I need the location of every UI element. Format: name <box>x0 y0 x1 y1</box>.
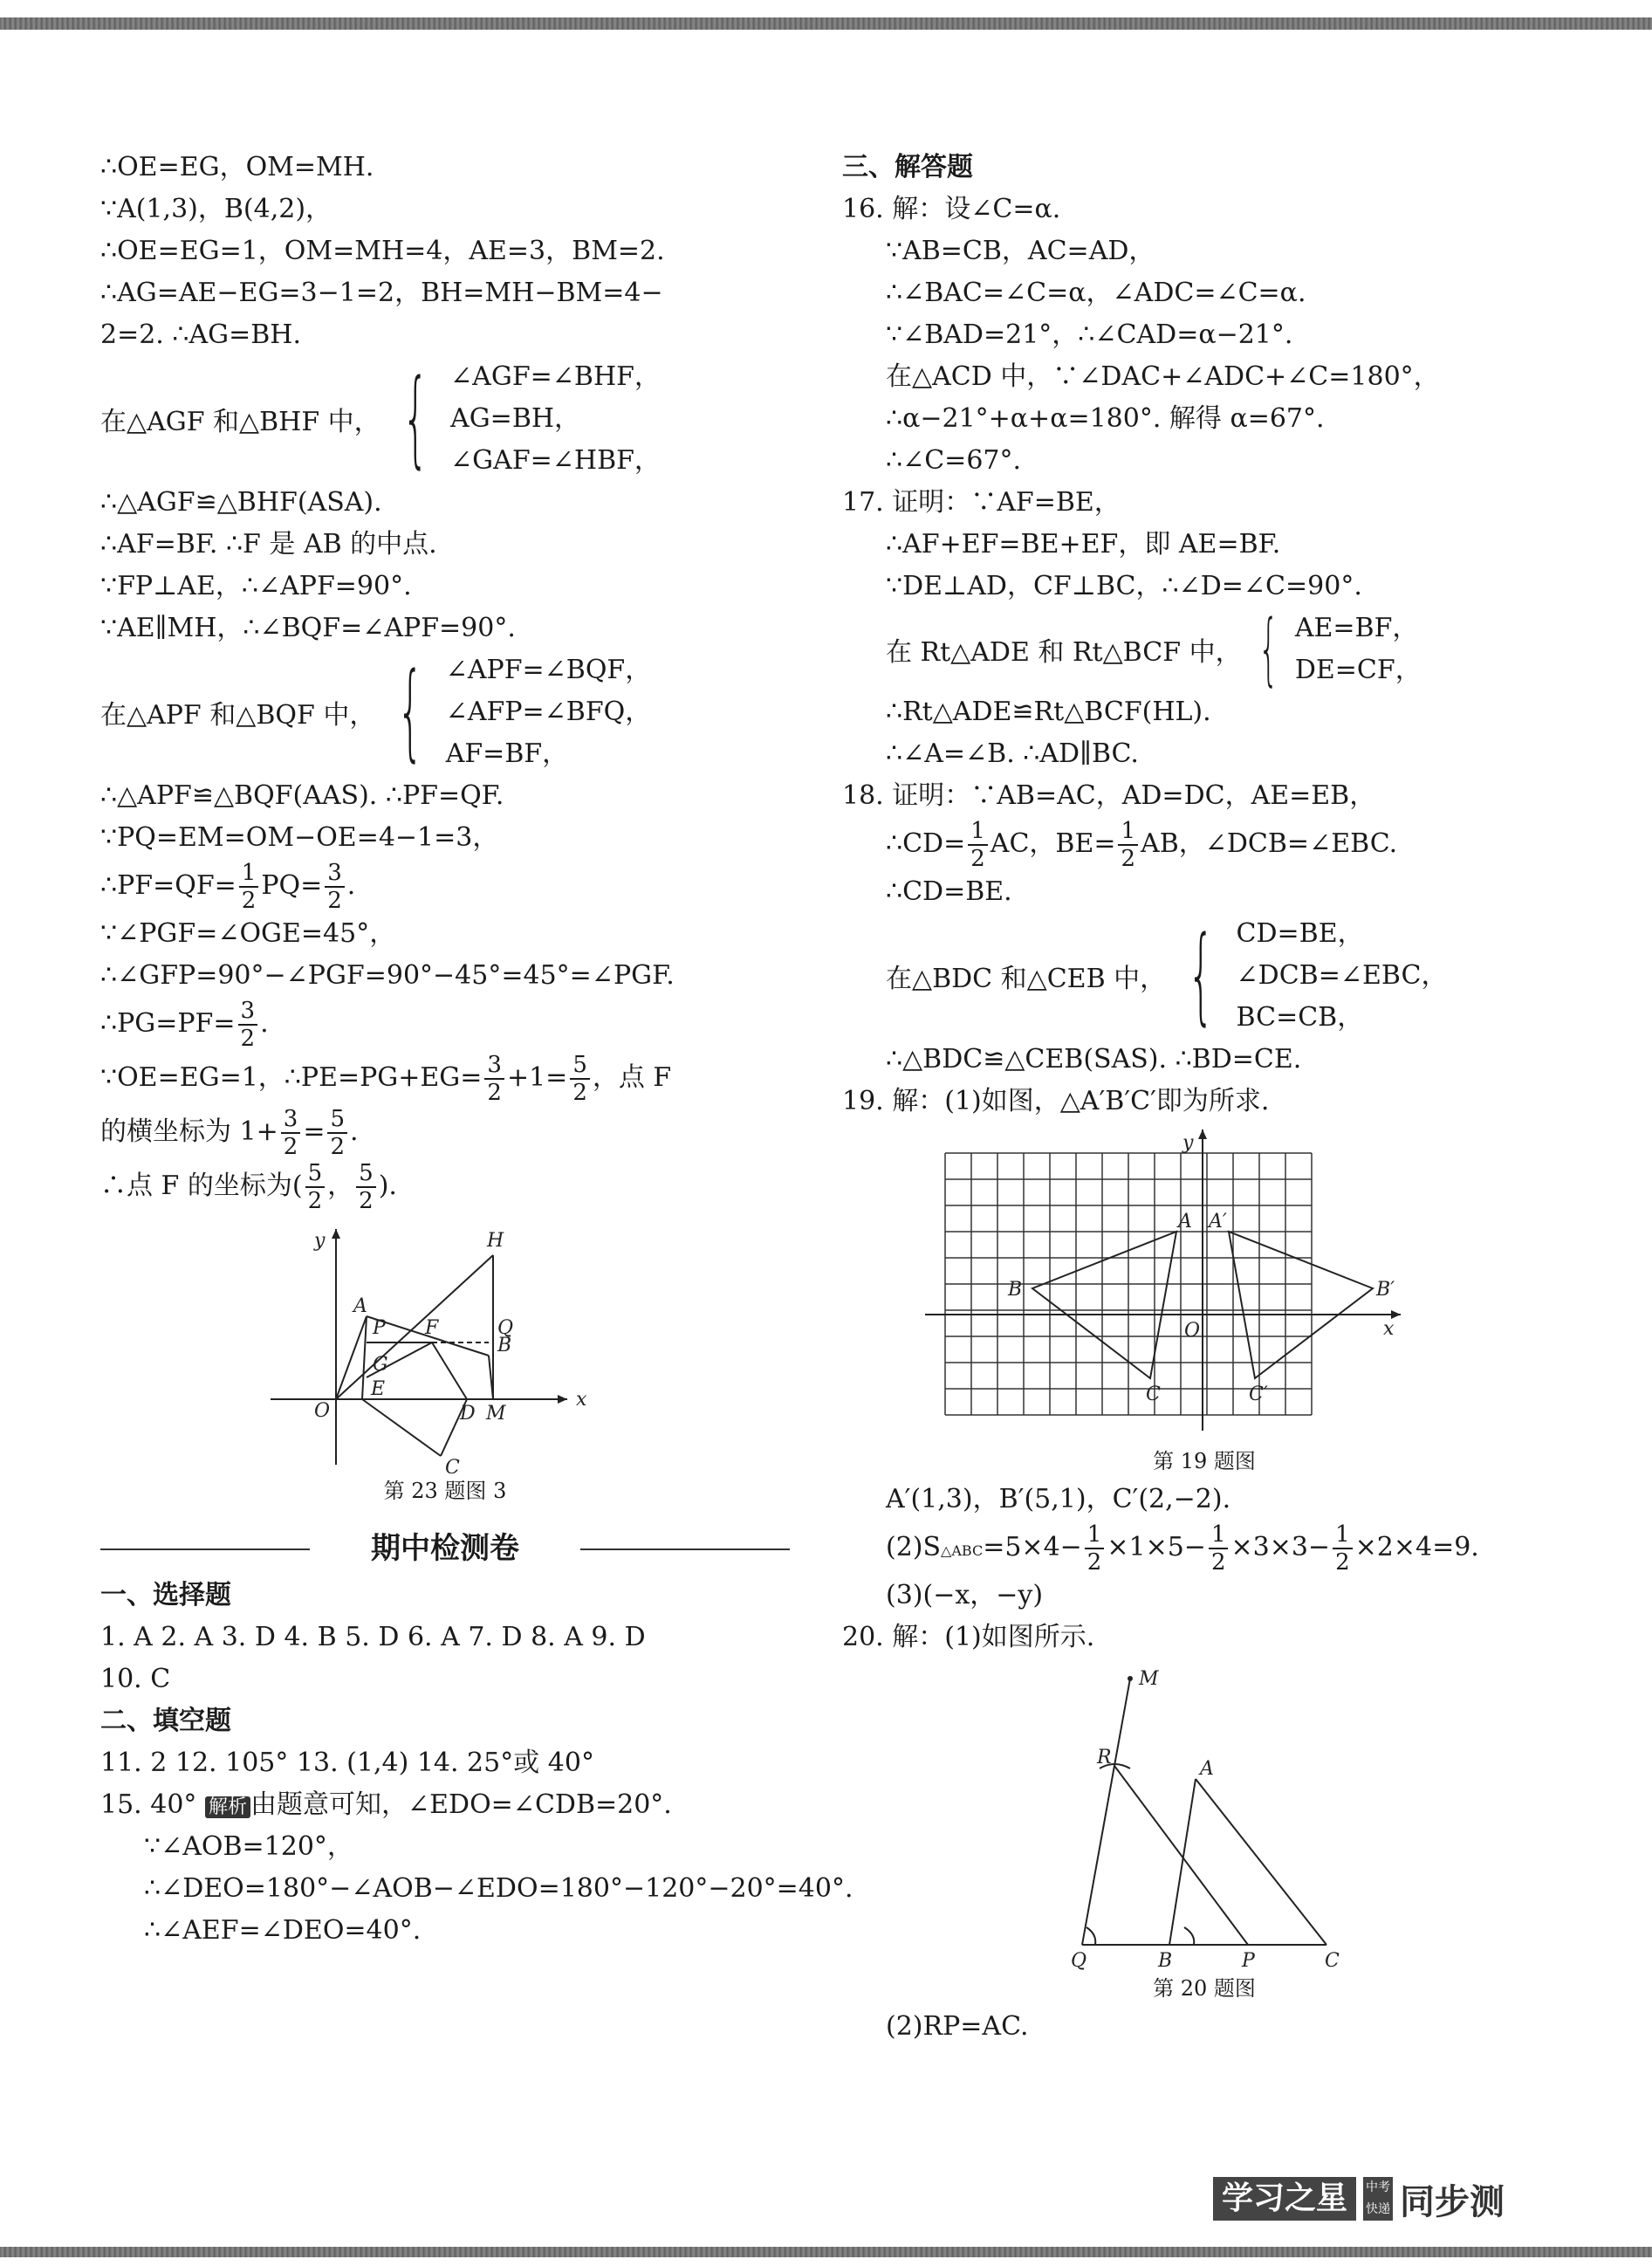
fig-label: O <box>1184 1320 1201 1342</box>
text-line: (3)(−x，−y) <box>886 1580 1044 1610</box>
right-column <box>842 147 1566 2048</box>
top-border <box>0 17 1652 30</box>
text-fragment: . <box>260 1008 269 1039</box>
brace-glyph: { <box>1188 915 1215 1036</box>
text-fragment: 15. 40° <box>100 1789 197 1820</box>
figure-19-grid <box>842 1130 1566 1444</box>
fig-label: C <box>445 1457 460 1473</box>
fraction: $\frac{3}{2}$ <box>325 860 345 914</box>
figure-caption: 第 20 题图 <box>1153 1976 1256 2001</box>
text-line: ∴Rt△ADE≌Rt△BCF(HL). <box>886 697 1211 727</box>
fig-label: B <box>497 1335 512 1356</box>
text-fragment: ，点 F <box>592 1062 672 1093</box>
text-line: ∴OE=EG=1，OM=MH=4，AE=3，BM=2. <box>100 236 665 266</box>
text-fragment: ∴PG=PF= <box>100 1008 236 1039</box>
answer-line: 10. C <box>100 1664 171 1694</box>
fig-label: A′ <box>1209 1211 1227 1233</box>
figure-caption: 第 23 题图 3 <box>383 1479 507 1503</box>
answer-line: ∴∠AEF=∠DEO=40°. <box>144 1915 422 1946</box>
brand-logo <box>1213 2177 1562 2221</box>
text-fragment: ∴点 F 的坐标为 <box>100 1171 292 1201</box>
fig-label: x <box>576 1389 587 1411</box>
fig-label: M <box>486 1403 506 1425</box>
text-fragment: +1= <box>506 1062 568 1093</box>
fig-label: C′ <box>1249 1384 1268 1405</box>
answer-line: 11. 2 12. 105° 13. (1,4) 14. 25°或 40° <box>100 1748 594 1778</box>
bottom-border <box>0 2247 1652 2257</box>
fig-label: C <box>1146 1384 1161 1405</box>
fraction: $\frac{1}{2}$ <box>1118 818 1138 872</box>
text-line <box>100 997 790 1051</box>
text-line: 在△ACD 中，∵∠DAC+∠ADC+∠C=180°， <box>886 361 1440 392</box>
fraction: $\frac{1}{2}$ <box>968 818 988 872</box>
text-line <box>842 817 1566 871</box>
text-fragment: AB，∠DCB=∠EBC. <box>1141 828 1398 859</box>
text-line: ∵DE⊥AD，CF⊥BC，∴∠D=∠C=90°. <box>886 571 1362 601</box>
system-apf-bqf <box>100 649 790 775</box>
figure-20 <box>842 1665 1566 1971</box>
text-line: ∴OE=EG，OM=MH. <box>100 152 374 182</box>
text-line <box>100 1159 790 1213</box>
logo-main: 学习之星 <box>1213 2177 1356 2221</box>
brace-glyph: { <box>397 651 424 772</box>
text-line: ∴∠A=∠B. ∴AD∥BC. <box>886 738 1139 769</box>
fraction: $\frac{1}{2}$ <box>239 860 259 914</box>
text-fragment: . <box>350 1116 359 1147</box>
text-fragment: = <box>303 1116 326 1147</box>
text-fragment: (2)S <box>886 1532 942 1562</box>
text-line: ∵∠BAD=21°，∴∠CAD=α−21°. <box>886 319 1293 350</box>
logo-sub: 同步测 <box>1400 2181 1505 2222</box>
answer-line: 1. A 2. A 3. D 4. B 5. D 6. A 7. D 8. A 9. D <box>100 1622 646 1652</box>
answer-line: ∵∠AOB=120°， <box>144 1831 353 1862</box>
fig-label: B′ <box>1376 1279 1395 1301</box>
text-line <box>100 1105 790 1159</box>
text-fragment: ( <box>291 1171 303 1201</box>
text-line: 20. 解：(1)如图所示. <box>842 1622 1095 1652</box>
text-line: 19. 解：(1)如图，△A′B′C′即为所求. <box>842 1086 1270 1116</box>
text-fragment: ×2×4=9. <box>1354 1532 1479 1562</box>
system-line: ∠APF=∠BQF， <box>445 655 652 685</box>
text-line: 18. 证明：∵AB=AC，AD=DC，AE=EB， <box>842 780 1376 811</box>
fig-label: y <box>1182 1132 1194 1154</box>
text-line: ∵AE∥MH，∴∠BQF=∠APF=90°. <box>100 613 516 643</box>
fig-label: E <box>371 1378 386 1400</box>
text-line <box>100 859 790 913</box>
fig-label: A <box>353 1295 367 1317</box>
system-ade-bcf <box>842 603 1566 695</box>
system-line: AG=BH， <box>450 403 581 434</box>
system-intro: 在 Rt△ADE 和 Rt△BCF 中， <box>886 637 1242 668</box>
brace-glyph: { <box>401 358 429 479</box>
system-line: ∠AGF=∠BHF， <box>450 361 661 392</box>
fraction: $\frac{5}{2}$ <box>570 1052 590 1106</box>
text-line: ∴α−21°+α+α=180°. 解得 α=67°. <box>886 403 1325 434</box>
text-fragment: =5×4− <box>983 1532 1082 1562</box>
fig-label: x <box>1383 1318 1395 1340</box>
text-line: ∵PQ=EM=OM−OE=4−1=3， <box>100 822 499 853</box>
text-line: ∵AB=CB，AC=AD， <box>886 236 1155 266</box>
system-line: DE=CF， <box>1294 655 1422 685</box>
fig-label: Q <box>497 1317 514 1339</box>
fig-label: B <box>1158 1950 1173 1971</box>
text-line: (2)RP=AC. <box>886 2011 1029 2042</box>
heading: 二、填空题 <box>100 1706 231 1736</box>
text-line: ∵∠PGF=∠OGE=45°， <box>100 918 396 949</box>
text-fragment: ). <box>378 1171 397 1201</box>
brace-glyph: { <box>1258 603 1278 695</box>
text-line <box>100 1051 790 1105</box>
fig-label: R <box>1097 1747 1112 1768</box>
text-line: ∴△APF≌△BQF(AAS). ∴PF=QF. <box>100 780 504 811</box>
text-line: 2=2. ∴AG=BH. <box>100 319 301 350</box>
fig-label: G <box>373 1354 388 1376</box>
system-line: AE=BF， <box>1294 613 1419 643</box>
fraction: $\frac{5}{2}$ <box>327 1106 347 1160</box>
text-line: ∴∠GFP=90°−∠PGF=90°−45°=45°=∠PGF. <box>100 960 675 991</box>
text-fragment: . <box>346 870 356 901</box>
fig-label: P <box>1242 1950 1255 1971</box>
fig-label: A <box>1178 1211 1192 1233</box>
system-line: ∠DCB=∠EBC， <box>1236 960 1448 991</box>
fig-label: M <box>1139 1668 1159 1690</box>
fig-label: D <box>460 1403 476 1425</box>
text-fragment: ∴PF=QF= <box>100 870 236 901</box>
fig-label: C <box>1325 1950 1340 1971</box>
section-title: 期中检测卷 <box>100 1522 790 1575</box>
fig-label: Q <box>1071 1950 1087 1971</box>
system-bdc-ceb <box>842 913 1566 1039</box>
text-line: 17. 证明：∵AF=BE， <box>842 487 1121 518</box>
system-line: ∠AFP=∠BFQ， <box>445 697 652 727</box>
system-intro: 在△AGF 和△BHF 中， <box>100 407 380 437</box>
system-line: CD=BE， <box>1236 918 1364 949</box>
subscript: △ABC <box>941 1542 984 1559</box>
text-fragment: 的横坐标为 1+ <box>100 1116 278 1147</box>
fig-label: H <box>487 1230 504 1252</box>
figure-caption: 第 19 题图 <box>1153 1449 1256 1473</box>
fraction: $\frac{3}{2}$ <box>281 1106 301 1160</box>
analysis-badge: 解析 <box>205 1796 250 1818</box>
fraction: $\frac{5}{2}$ <box>305 1160 326 1214</box>
text-line: 16. 解：设∠C=α. <box>842 194 1061 224</box>
text-fragment: ×1×5− <box>1107 1532 1206 1562</box>
fig-label: y <box>314 1230 326 1252</box>
heading: 一、选择题 <box>100 1580 231 1610</box>
system-intro: 在△APF 和△BQF 中， <box>100 700 376 731</box>
logo-small: 中考 快递 <box>1363 2177 1393 2221</box>
heading: 三、解答题 <box>842 152 973 182</box>
fraction: $\frac{3}{2}$ <box>238 998 258 1052</box>
text-line: ∴CD=BE. <box>886 876 1012 907</box>
fraction: $\frac{1}{2}$ <box>1085 1521 1105 1576</box>
fraction: $\frac{1}{2}$ <box>1209 1521 1229 1576</box>
answer-line: ∴∠DEO=180°−∠AOB−∠EDO=180°−120°−20°=40°. <box>144 1873 853 1904</box>
text-fragment: ， <box>327 1171 354 1201</box>
text-fragment: ×3×3− <box>1230 1532 1331 1562</box>
fig-label: B <box>1008 1279 1023 1301</box>
system-line: ∠GAF=∠HBF， <box>450 445 661 476</box>
figure-23 <box>100 1220 790 1473</box>
fraction: $\frac{5}{2}$ <box>356 1160 376 1214</box>
text-line: ∴∠BAC=∠C=α，∠ADC=∠C=α. <box>886 278 1306 308</box>
text-fragment: 由题意可知，∠EDO=∠CDB=20°. <box>250 1789 672 1820</box>
left-column <box>100 147 853 1952</box>
fraction: $\frac{1}{2}$ <box>1333 1521 1353 1576</box>
text-line: ∴△BDC≌△CEB(SAS). ∴BD=CE. <box>886 1044 1302 1075</box>
text-line: ∴∠C=67°. <box>886 445 1022 476</box>
answer-line <box>100 1784 790 1826</box>
fig-label: O <box>314 1400 331 1422</box>
system-intro: 在△BDC 和△CEB 中， <box>886 964 1167 994</box>
text-line: ∴△AGF≌△BHF(ASA). <box>100 487 382 518</box>
system-agf-bhf <box>100 356 790 482</box>
text-fragment: ∵OE=EG=1，∴PE=PG+EG= <box>100 1062 483 1093</box>
text-fragment: PQ= <box>261 870 323 901</box>
text-line <box>842 1521 1566 1575</box>
text-line: A′(1,3)，B′(5,1)，C′(2,−2). <box>886 1484 1231 1514</box>
fig-label: P <box>373 1317 386 1339</box>
text-fragment: ∴CD= <box>886 828 966 859</box>
text-line: ∴AG=AE−EG=3−1=2，BH=MH−BM=4− <box>100 278 663 308</box>
fig-label: F <box>425 1317 439 1339</box>
fraction: $\frac{3}{2}$ <box>484 1052 504 1106</box>
fig-label: A <box>1200 1758 1214 1780</box>
text-line: ∵A(1,3)，B(4,2)， <box>100 194 332 224</box>
system-line: AF=BF， <box>445 738 569 769</box>
system-line: BC=CB， <box>1236 1002 1364 1033</box>
text-line: ∴AF=BF. ∴F 是 AB 的中点. <box>100 529 437 560</box>
text-fragment: AC，BE= <box>990 828 1116 859</box>
text-line: ∴AF+EF=BE+EF，即 AE=BF. <box>886 529 1281 560</box>
text-line: ∵FP⊥AE，∴∠APF=90°. <box>100 571 412 601</box>
